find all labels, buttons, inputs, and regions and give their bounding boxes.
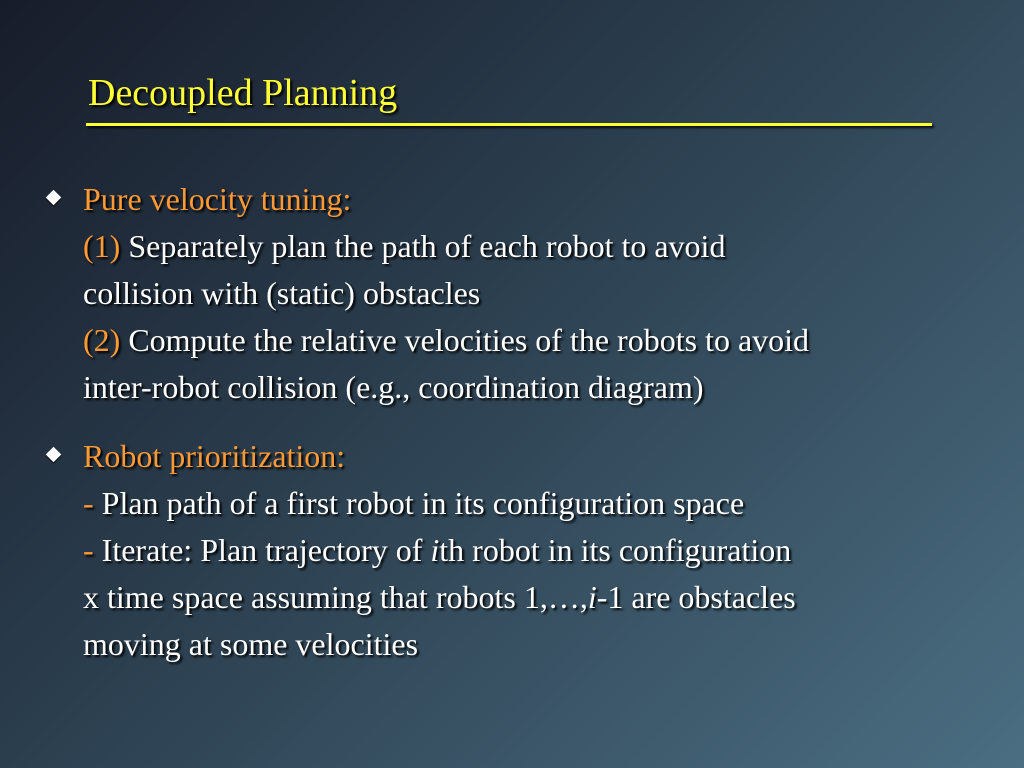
- bullet-heading: Pure velocity tuning:: [83, 181, 352, 217]
- title-underline: [86, 123, 932, 126]
- sub-item-marker: (1): [83, 228, 121, 264]
- sub-item-text: Compute the relative velocities of the robots to avoid: [128, 322, 810, 358]
- sub-item-marker: -: [83, 532, 94, 568]
- bullet-body: [83, 433, 993, 668]
- bullet-heading: Robot prioritization:: [83, 438, 346, 474]
- sub-item-text: th robot in its configuration: [439, 532, 792, 568]
- sub-item-text: -1 are obstacles: [596, 579, 796, 615]
- sub-item-2-line-2: inter-robot collision (e.g., coordination diagram): [83, 369, 704, 405]
- sub-item-text: Separately plan the path of each robot to avoid: [128, 228, 726, 264]
- sub-item-2-line-3: moving at some velocities: [83, 626, 419, 662]
- sub-item-text: Plan path of a first robot in its configuration space: [101, 485, 745, 521]
- bullet-body: [83, 176, 993, 411]
- sub-item-marker: -: [83, 485, 94, 521]
- sub-item-1-line-2: collision with (static) obstacles: [83, 275, 481, 311]
- diamond-bullet-icon: [46, 447, 62, 463]
- sub-item-2-line-1: [83, 317, 993, 364]
- sub-item-1-line-1: [83, 480, 993, 527]
- sub-item-2-line-1: [83, 527, 993, 574]
- sub-item-text: x time space assuming that robots 1,…,: [83, 579, 588, 615]
- slide-title: Decoupled Planning: [88, 72, 398, 114]
- sub-item-marker: (2): [83, 322, 121, 358]
- sub-item-text: Iterate: Plan trajectory of: [101, 532, 423, 568]
- diamond-bullet-icon: [46, 190, 62, 206]
- variable-i: i: [430, 532, 440, 568]
- sub-item-1-line-1: [83, 223, 993, 270]
- variable-i: i: [587, 579, 597, 615]
- sub-item-2-line-2: [83, 574, 993, 621]
